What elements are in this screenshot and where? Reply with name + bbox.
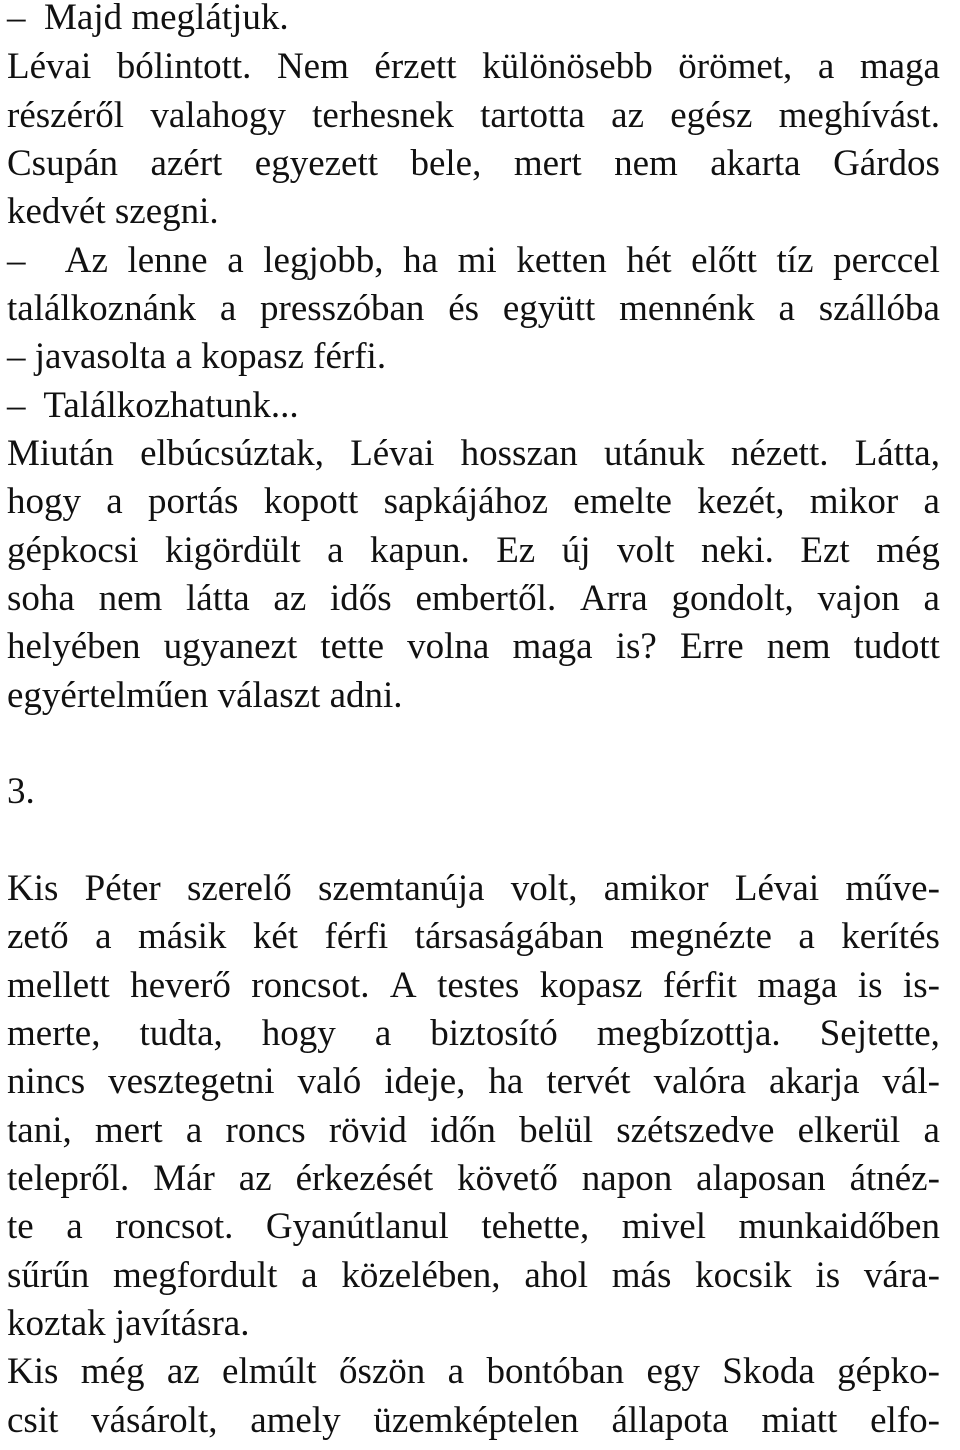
- word: a: [301, 1255, 318, 1296]
- word: –: [7, 240, 26, 281]
- word: Látta,: [854, 433, 940, 474]
- word: vajon: [817, 578, 900, 619]
- word: maga: [757, 965, 838, 1006]
- word: való: [297, 1061, 362, 1102]
- word: volt,: [510, 868, 578, 909]
- word: Miután: [7, 433, 114, 474]
- word: a: [106, 481, 123, 522]
- text-line: – Találkozhatunk...: [7, 385, 299, 426]
- word: gondolt,: [671, 578, 794, 619]
- word: amely: [250, 1400, 341, 1441]
- text-line: [7, 1397, 940, 1445]
- word: maga: [512, 626, 593, 667]
- word: kapun.: [370, 530, 470, 571]
- word: vásárolt,: [91, 1400, 218, 1441]
- word: állapota: [611, 1400, 729, 1441]
- text-line: [7, 478, 940, 526]
- word: egész: [670, 95, 753, 136]
- word: az: [611, 95, 645, 136]
- word: műve-: [845, 868, 940, 909]
- word: a: [778, 288, 795, 329]
- word: mikor: [809, 481, 899, 522]
- word: mellett: [7, 965, 110, 1006]
- text-line: [7, 575, 940, 623]
- word: nincs: [7, 1061, 86, 1102]
- word: nem: [766, 626, 831, 667]
- word: ketten: [516, 240, 607, 281]
- word: gépko-: [837, 1351, 940, 1392]
- text-line: – Majd meglátjuk.: [7, 0, 289, 38]
- word: Lévai: [7, 46, 92, 87]
- word: napon: [581, 1158, 673, 1199]
- text-line: [7, 92, 940, 140]
- word: a: [923, 481, 940, 522]
- word: ugyanezt: [163, 626, 298, 667]
- text-line: [7, 1252, 940, 1300]
- word: érzett: [374, 46, 457, 87]
- word: közelében,: [341, 1255, 501, 1296]
- word: belül: [519, 1110, 594, 1151]
- word: a: [798, 916, 815, 957]
- word: telepről.: [7, 1158, 130, 1199]
- word: biztosító: [430, 1013, 558, 1054]
- text-line: [7, 1203, 940, 1251]
- word: portás: [148, 481, 239, 522]
- word: Erre: [679, 626, 744, 667]
- word: emelte: [573, 481, 672, 522]
- word: Péter: [84, 868, 161, 909]
- word: zető: [7, 916, 69, 957]
- word: új: [561, 530, 591, 571]
- word: vára-: [863, 1255, 940, 1296]
- word: tíz: [776, 240, 814, 281]
- text-line: [7, 1010, 940, 1058]
- word: a: [923, 1110, 940, 1151]
- word: Arra: [579, 578, 648, 619]
- word: Gárdos: [833, 143, 940, 184]
- word: hét: [626, 240, 672, 281]
- word: is-: [903, 965, 940, 1006]
- word: soha: [7, 578, 75, 619]
- word: Ezt: [800, 530, 850, 571]
- word: hogy: [7, 481, 81, 522]
- word: Már: [153, 1158, 215, 1199]
- text-line: [7, 527, 940, 575]
- word: mennénk: [619, 288, 755, 329]
- word: előtt: [691, 240, 757, 281]
- word: szemtanúja: [318, 868, 485, 909]
- word: mert: [513, 143, 582, 184]
- word: az: [273, 578, 307, 619]
- word: szétszedve: [616, 1110, 775, 1151]
- word: munkaidőben: [738, 1206, 940, 1247]
- word: egyezett: [254, 143, 379, 184]
- word: időn: [430, 1110, 496, 1151]
- word: te: [7, 1206, 34, 1247]
- word: perccel: [833, 240, 940, 281]
- word: a: [923, 578, 940, 619]
- word: társaságában: [414, 916, 604, 957]
- text-line: [7, 1348, 940, 1396]
- text-line: [7, 430, 940, 478]
- word: kopasz: [539, 965, 643, 1006]
- word: amikor: [603, 868, 709, 909]
- word: tudott: [853, 626, 940, 667]
- word: különösebb: [482, 46, 653, 87]
- text-line: [7, 1107, 940, 1155]
- word: érkezését: [295, 1158, 434, 1199]
- word: tartotta: [480, 95, 585, 136]
- text-line: [7, 865, 940, 913]
- word: megfordult: [112, 1255, 278, 1296]
- word: és: [448, 288, 480, 329]
- text-line: [7, 1155, 940, 1203]
- word: tette: [320, 626, 385, 667]
- word: szállóba: [818, 288, 940, 329]
- word: mi: [457, 240, 497, 281]
- word: is: [815, 1255, 841, 1296]
- word: A: [389, 965, 417, 1006]
- word: helyében: [7, 626, 141, 667]
- word: tehette,: [481, 1206, 590, 1247]
- word: rövid: [328, 1110, 407, 1151]
- word: másik: [138, 916, 227, 957]
- word: elfo-: [870, 1400, 940, 1441]
- text-line: [7, 913, 940, 961]
- word: átnéz-: [849, 1158, 940, 1199]
- section-number: 3.: [7, 771, 35, 812]
- word: elbúcsúztak,: [140, 433, 324, 474]
- word: Kis: [7, 868, 59, 909]
- word: találkoznánk: [7, 288, 197, 329]
- word: roncsot.: [115, 1206, 234, 1247]
- word: vál-: [882, 1061, 940, 1102]
- word: neki.: [700, 530, 774, 571]
- word: heverő: [130, 965, 231, 1006]
- word: üzemképtelen: [373, 1400, 579, 1441]
- word: tani,: [7, 1110, 72, 1151]
- word: volna: [407, 626, 490, 667]
- word: Ez: [496, 530, 536, 571]
- word: kopott: [263, 481, 359, 522]
- text-line: [7, 285, 940, 333]
- word: sűrűn: [7, 1255, 90, 1296]
- word: látta: [186, 578, 250, 619]
- word: Kis: [7, 1351, 59, 1392]
- text-line: [7, 43, 940, 91]
- word: kigördült: [165, 530, 301, 571]
- word: szerelő: [186, 868, 292, 909]
- word: ha: [488, 1061, 524, 1102]
- text-line: [7, 623, 940, 671]
- word: nem: [614, 143, 678, 184]
- word: akarta: [710, 143, 801, 184]
- word: csit: [7, 1400, 59, 1441]
- word: bólintott.: [116, 46, 252, 87]
- word: valóra: [653, 1061, 747, 1102]
- text-line: [7, 962, 940, 1010]
- word: más: [611, 1255, 672, 1296]
- word: a: [327, 530, 344, 571]
- word: is: [857, 965, 883, 1006]
- word: idős: [330, 578, 392, 619]
- word: lenne: [127, 240, 208, 281]
- word: valahogy: [150, 95, 286, 136]
- word: utánuk: [604, 433, 705, 474]
- word: mivel: [621, 1206, 707, 1247]
- word: terhesnek: [312, 95, 454, 136]
- word: bele,: [410, 143, 482, 184]
- word: ideje,: [384, 1061, 466, 1102]
- word: testes: [437, 965, 520, 1006]
- word: volt: [616, 530, 675, 571]
- word: is?: [615, 626, 657, 667]
- word: egy: [646, 1351, 700, 1392]
- word: Az: [64, 240, 108, 281]
- word: hogy: [261, 1013, 336, 1054]
- word: részéről: [7, 95, 125, 136]
- word: vesztegetni: [108, 1061, 275, 1102]
- word: kerítés: [841, 916, 940, 957]
- word: ha: [403, 240, 439, 281]
- word: roncs: [225, 1110, 306, 1151]
- word: Skoda: [722, 1351, 815, 1392]
- word: maga: [859, 46, 940, 87]
- word: legjobb,: [263, 240, 384, 281]
- word: Nem: [276, 46, 349, 87]
- word: a: [817, 46, 835, 87]
- word: őszön: [338, 1351, 426, 1392]
- word: elkerül: [797, 1110, 901, 1151]
- word: a: [66, 1206, 83, 1247]
- word: Sejtette,: [819, 1013, 940, 1054]
- word: alaposan: [696, 1158, 826, 1199]
- word: embertől.: [415, 578, 557, 619]
- word: akarja: [769, 1061, 860, 1102]
- word: a: [374, 1013, 392, 1054]
- word: örömet,: [678, 46, 793, 87]
- word: presszóban: [260, 288, 425, 329]
- word: elmúlt: [222, 1351, 317, 1392]
- word: az: [166, 1351, 200, 1392]
- word: Lévai: [350, 433, 435, 474]
- text-line: [7, 140, 940, 188]
- word: a: [219, 288, 237, 329]
- word: megnézte: [630, 916, 772, 957]
- word: Gyanútlanul: [265, 1206, 449, 1247]
- word: együtt: [502, 288, 596, 329]
- word: a: [227, 240, 244, 281]
- text-line: [7, 237, 940, 285]
- word: megbízottja.: [596, 1013, 781, 1054]
- text-line: [7, 1058, 940, 1106]
- word: meghívást.: [778, 95, 940, 136]
- word: nem: [98, 578, 163, 619]
- word: hosszan: [460, 433, 578, 474]
- word: roncsot.: [251, 965, 370, 1006]
- word: Csupán: [7, 143, 118, 184]
- word: bontóban: [486, 1351, 625, 1392]
- text-line: koztak javításra.: [7, 1303, 250, 1344]
- word: gépkocsi: [7, 530, 139, 571]
- text-line: – javasolta a kopasz férfi.: [7, 336, 387, 377]
- text-line: egyértelműen választ adni.: [7, 675, 403, 716]
- word: merte,: [7, 1013, 101, 1054]
- word: Lévai: [734, 868, 820, 909]
- word: még: [876, 530, 940, 571]
- word: ahol: [524, 1255, 589, 1296]
- word: azért: [150, 143, 223, 184]
- word: nézett.: [730, 433, 829, 474]
- word: férfi: [324, 916, 389, 957]
- word: a: [95, 916, 112, 957]
- word: kocsik: [695, 1255, 792, 1296]
- word: követő: [457, 1158, 558, 1199]
- word: az: [238, 1158, 272, 1199]
- word: mert: [94, 1110, 163, 1151]
- word: tudta,: [139, 1013, 223, 1054]
- word: két: [252, 916, 299, 957]
- text-line: kedvét szegni.: [7, 191, 219, 232]
- word: kezét,: [697, 481, 785, 522]
- word: férfit: [662, 965, 737, 1006]
- word: tervét: [546, 1061, 631, 1102]
- word: sapkájához: [383, 481, 548, 522]
- word: még: [80, 1351, 145, 1392]
- word: miatt: [761, 1400, 838, 1441]
- word: a: [185, 1110, 203, 1151]
- word: a: [447, 1351, 465, 1392]
